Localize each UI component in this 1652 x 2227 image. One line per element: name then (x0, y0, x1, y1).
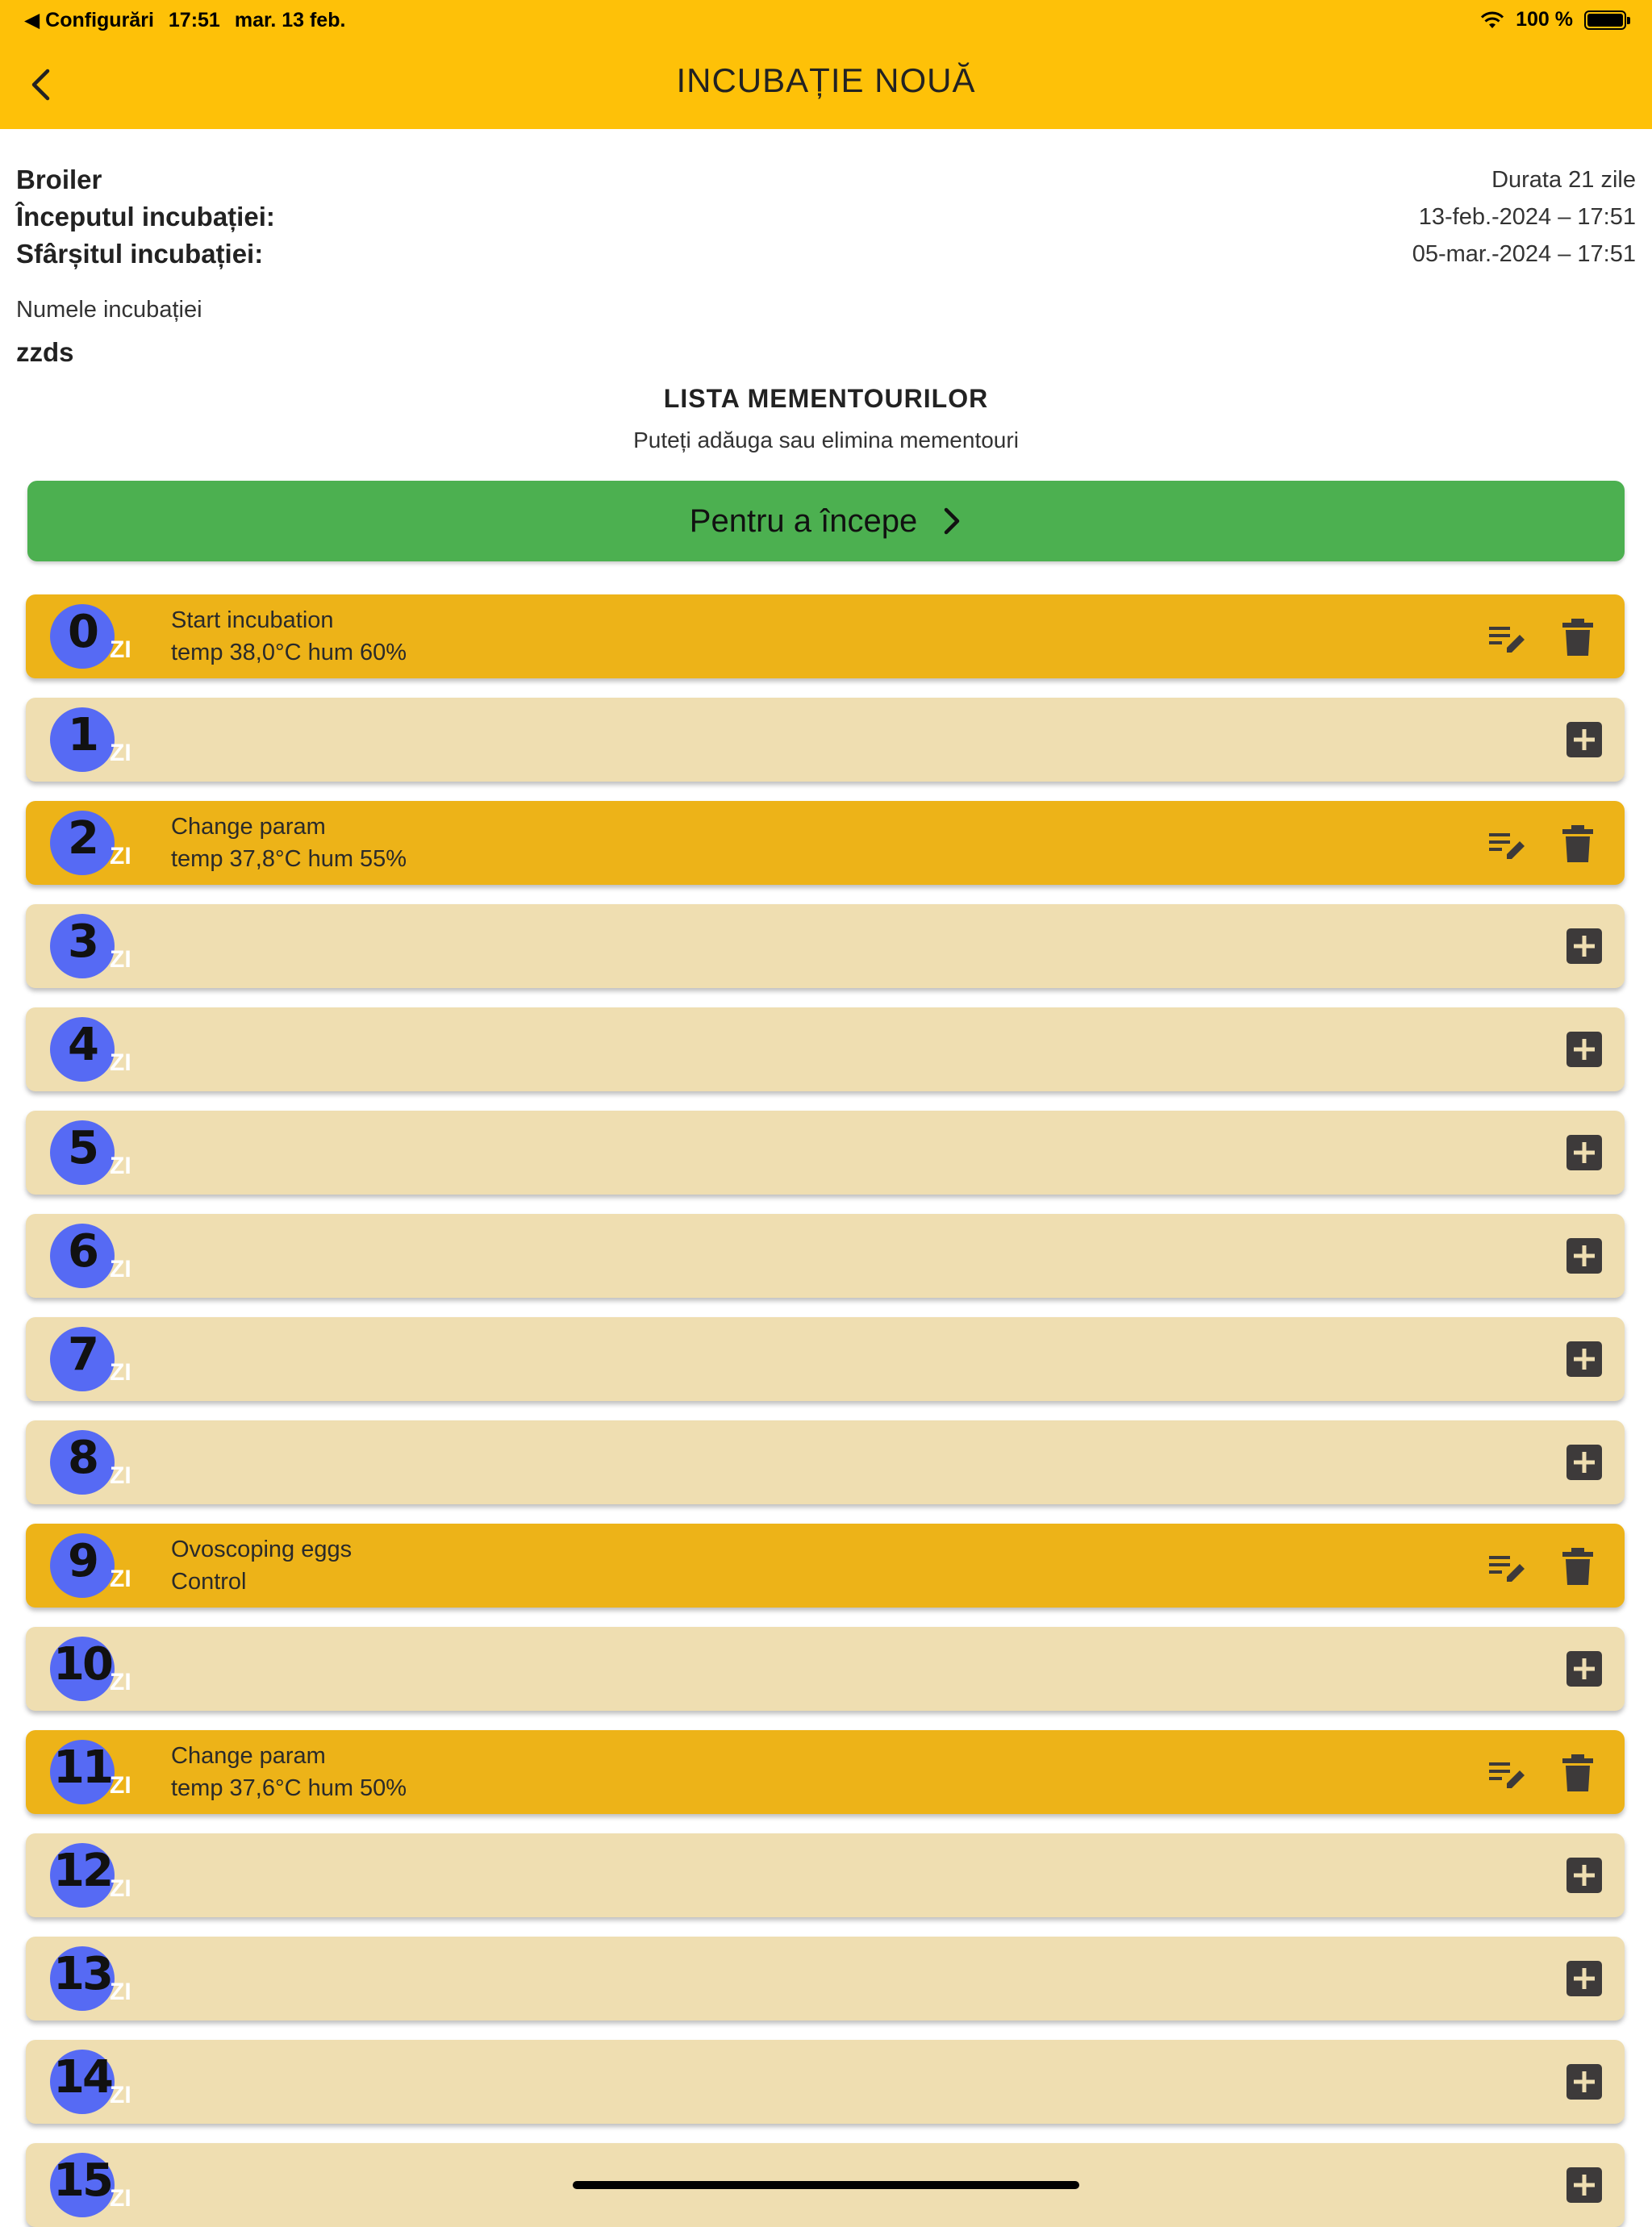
incubation-info (16, 161, 1636, 273)
day-number: 15 (53, 2154, 111, 2207)
reminder-detail: temp 37,8°C hum 55% (171, 846, 407, 872)
edit-note-icon[interactable] (1487, 825, 1528, 865)
reminder-row-day-7[interactable] (26, 1317, 1625, 1401)
page-title: INCUBAȚIE NOUĂ (676, 61, 976, 99)
start-button-label: Pentru a începe (689, 503, 918, 539)
day-suffix: ZI (110, 740, 131, 766)
day-number: 1 (68, 709, 97, 761)
reminder-detail: temp 37,6°C hum 50% (171, 1775, 407, 1801)
reminder-row-day-4[interactable] (26, 1007, 1625, 1091)
add-box-icon[interactable] (1565, 2062, 1604, 2101)
day-number: 0 (68, 606, 97, 658)
day-suffix: ZI (110, 843, 131, 870)
trash-icon[interactable] (1560, 1546, 1596, 1587)
reminder-detail: Control (171, 1569, 247, 1595)
reminder-title: Start incubation (171, 607, 334, 633)
add-box-icon[interactable] (1565, 1133, 1604, 1172)
status-back-app[interactable]: ◀ Configurări (24, 9, 154, 31)
start-value: 13-feb.-2024 – 17:51 (1418, 203, 1636, 230)
day-suffix: ZI (110, 2082, 131, 2108)
reminder-detail: temp 38,0°C hum 60% (171, 640, 407, 665)
home-indicator[interactable] (573, 2181, 1079, 2189)
chevron-right-icon (941, 505, 962, 537)
day-suffix: ZI (110, 1979, 131, 2005)
status-date: mar. 13 feb. (234, 8, 346, 31)
day-number: 7 (68, 1328, 97, 1381)
day-suffix: ZI (110, 1049, 131, 1076)
day-suffix: ZI (110, 1359, 131, 1386)
start-button[interactable] (27, 481, 1625, 561)
day-number: 4 (68, 1019, 97, 1071)
reminder-row-day-10[interactable] (26, 1627, 1625, 1711)
add-box-icon[interactable] (1565, 1959, 1604, 1998)
status-bar (0, 0, 1652, 40)
reminder-row-day-14[interactable] (26, 2040, 1625, 2124)
add-box-icon[interactable] (1565, 1237, 1604, 1275)
trash-icon[interactable] (1560, 824, 1596, 864)
reminder-row-day-11[interactable] (26, 1730, 1625, 1814)
day-number: 5 (68, 1122, 97, 1174)
add-box-icon[interactable] (1565, 1649, 1604, 1688)
add-box-icon[interactable] (1565, 1030, 1604, 1069)
breed-label: Broiler (16, 165, 102, 194)
status-time: 17:51 (168, 8, 220, 31)
day-number: 2 (68, 812, 97, 865)
add-box-icon[interactable] (1565, 1443, 1604, 1482)
add-box-icon[interactable] (1565, 1856, 1604, 1895)
reminders-title: LISTA MEMENTOURILOR (663, 384, 989, 413)
day-number: 3 (68, 915, 97, 968)
day-suffix: ZI (110, 1256, 131, 1282)
reminder-title: Change param (171, 1743, 326, 1769)
day-suffix: ZI (110, 1669, 131, 1695)
trash-icon[interactable] (1560, 1753, 1596, 1793)
add-box-icon[interactable] (1565, 720, 1604, 759)
reminder-row-day-12[interactable] (26, 1833, 1625, 1917)
edit-note-icon[interactable] (1487, 619, 1528, 659)
battery-percent: 100 % (1516, 8, 1573, 31)
duration-value: Durata 21 zile (1491, 166, 1636, 193)
reminder-row-day-13[interactable] (26, 1937, 1625, 2021)
day-suffix: ZI (110, 636, 131, 663)
reminders-subtitle: Puteți adăuga sau elimina mementouri (633, 427, 1019, 452)
battery-icon (1584, 10, 1626, 30)
edit-note-icon[interactable] (1487, 1754, 1528, 1795)
add-box-icon[interactable] (1565, 2166, 1604, 2204)
day-suffix: ZI (110, 1462, 131, 1489)
day-number: 13 (53, 1948, 111, 2000)
day-suffix: ZI (110, 946, 131, 973)
day-suffix: ZI (110, 1875, 131, 1902)
incubation-name-field[interactable]: zzds (16, 337, 74, 367)
end-label: Sfârșitul incubației: (16, 239, 264, 269)
add-box-icon[interactable] (1565, 927, 1604, 965)
reminder-row-day-1[interactable] (26, 698, 1625, 782)
reminder-row-day-2[interactable] (26, 801, 1625, 885)
edit-note-icon[interactable] (1487, 1548, 1528, 1588)
incubation-name-label: Numele incubației (16, 297, 202, 323)
app-bar (0, 40, 1652, 129)
reminder-title: Change param (171, 814, 326, 840)
start-label: Începutul incubației: (16, 202, 275, 231)
day-suffix: ZI (110, 1772, 131, 1799)
reminder-row-day-0[interactable] (26, 594, 1625, 678)
reminder-row-day-9[interactable] (26, 1524, 1625, 1608)
reminder-row-day-3[interactable] (26, 904, 1625, 988)
day-number: 10 (53, 1638, 111, 1691)
day-number: 11 (53, 1741, 111, 1794)
day-number: 6 (68, 1225, 97, 1278)
day-suffix: ZI (110, 1153, 131, 1179)
reminder-title: Ovoscoping eggs (171, 1537, 353, 1562)
trash-icon[interactable] (1560, 617, 1596, 657)
day-suffix: ZI (110, 1566, 131, 1592)
end-value: 05-mar.-2024 – 17:51 (1412, 240, 1636, 267)
reminder-row-day-5[interactable] (26, 1111, 1625, 1195)
add-box-icon[interactable] (1565, 1340, 1604, 1378)
wifi-icon (1480, 10, 1504, 30)
day-suffix: ZI (110, 2185, 131, 2212)
reminder-row-day-8[interactable] (26, 1420, 1625, 1504)
day-number: 14 (53, 2051, 111, 2104)
day-number: 9 (68, 1535, 97, 1587)
day-number: 12 (53, 1845, 111, 1897)
reminder-row-day-6[interactable] (26, 1214, 1625, 1298)
day-number: 8 (68, 1432, 97, 1484)
